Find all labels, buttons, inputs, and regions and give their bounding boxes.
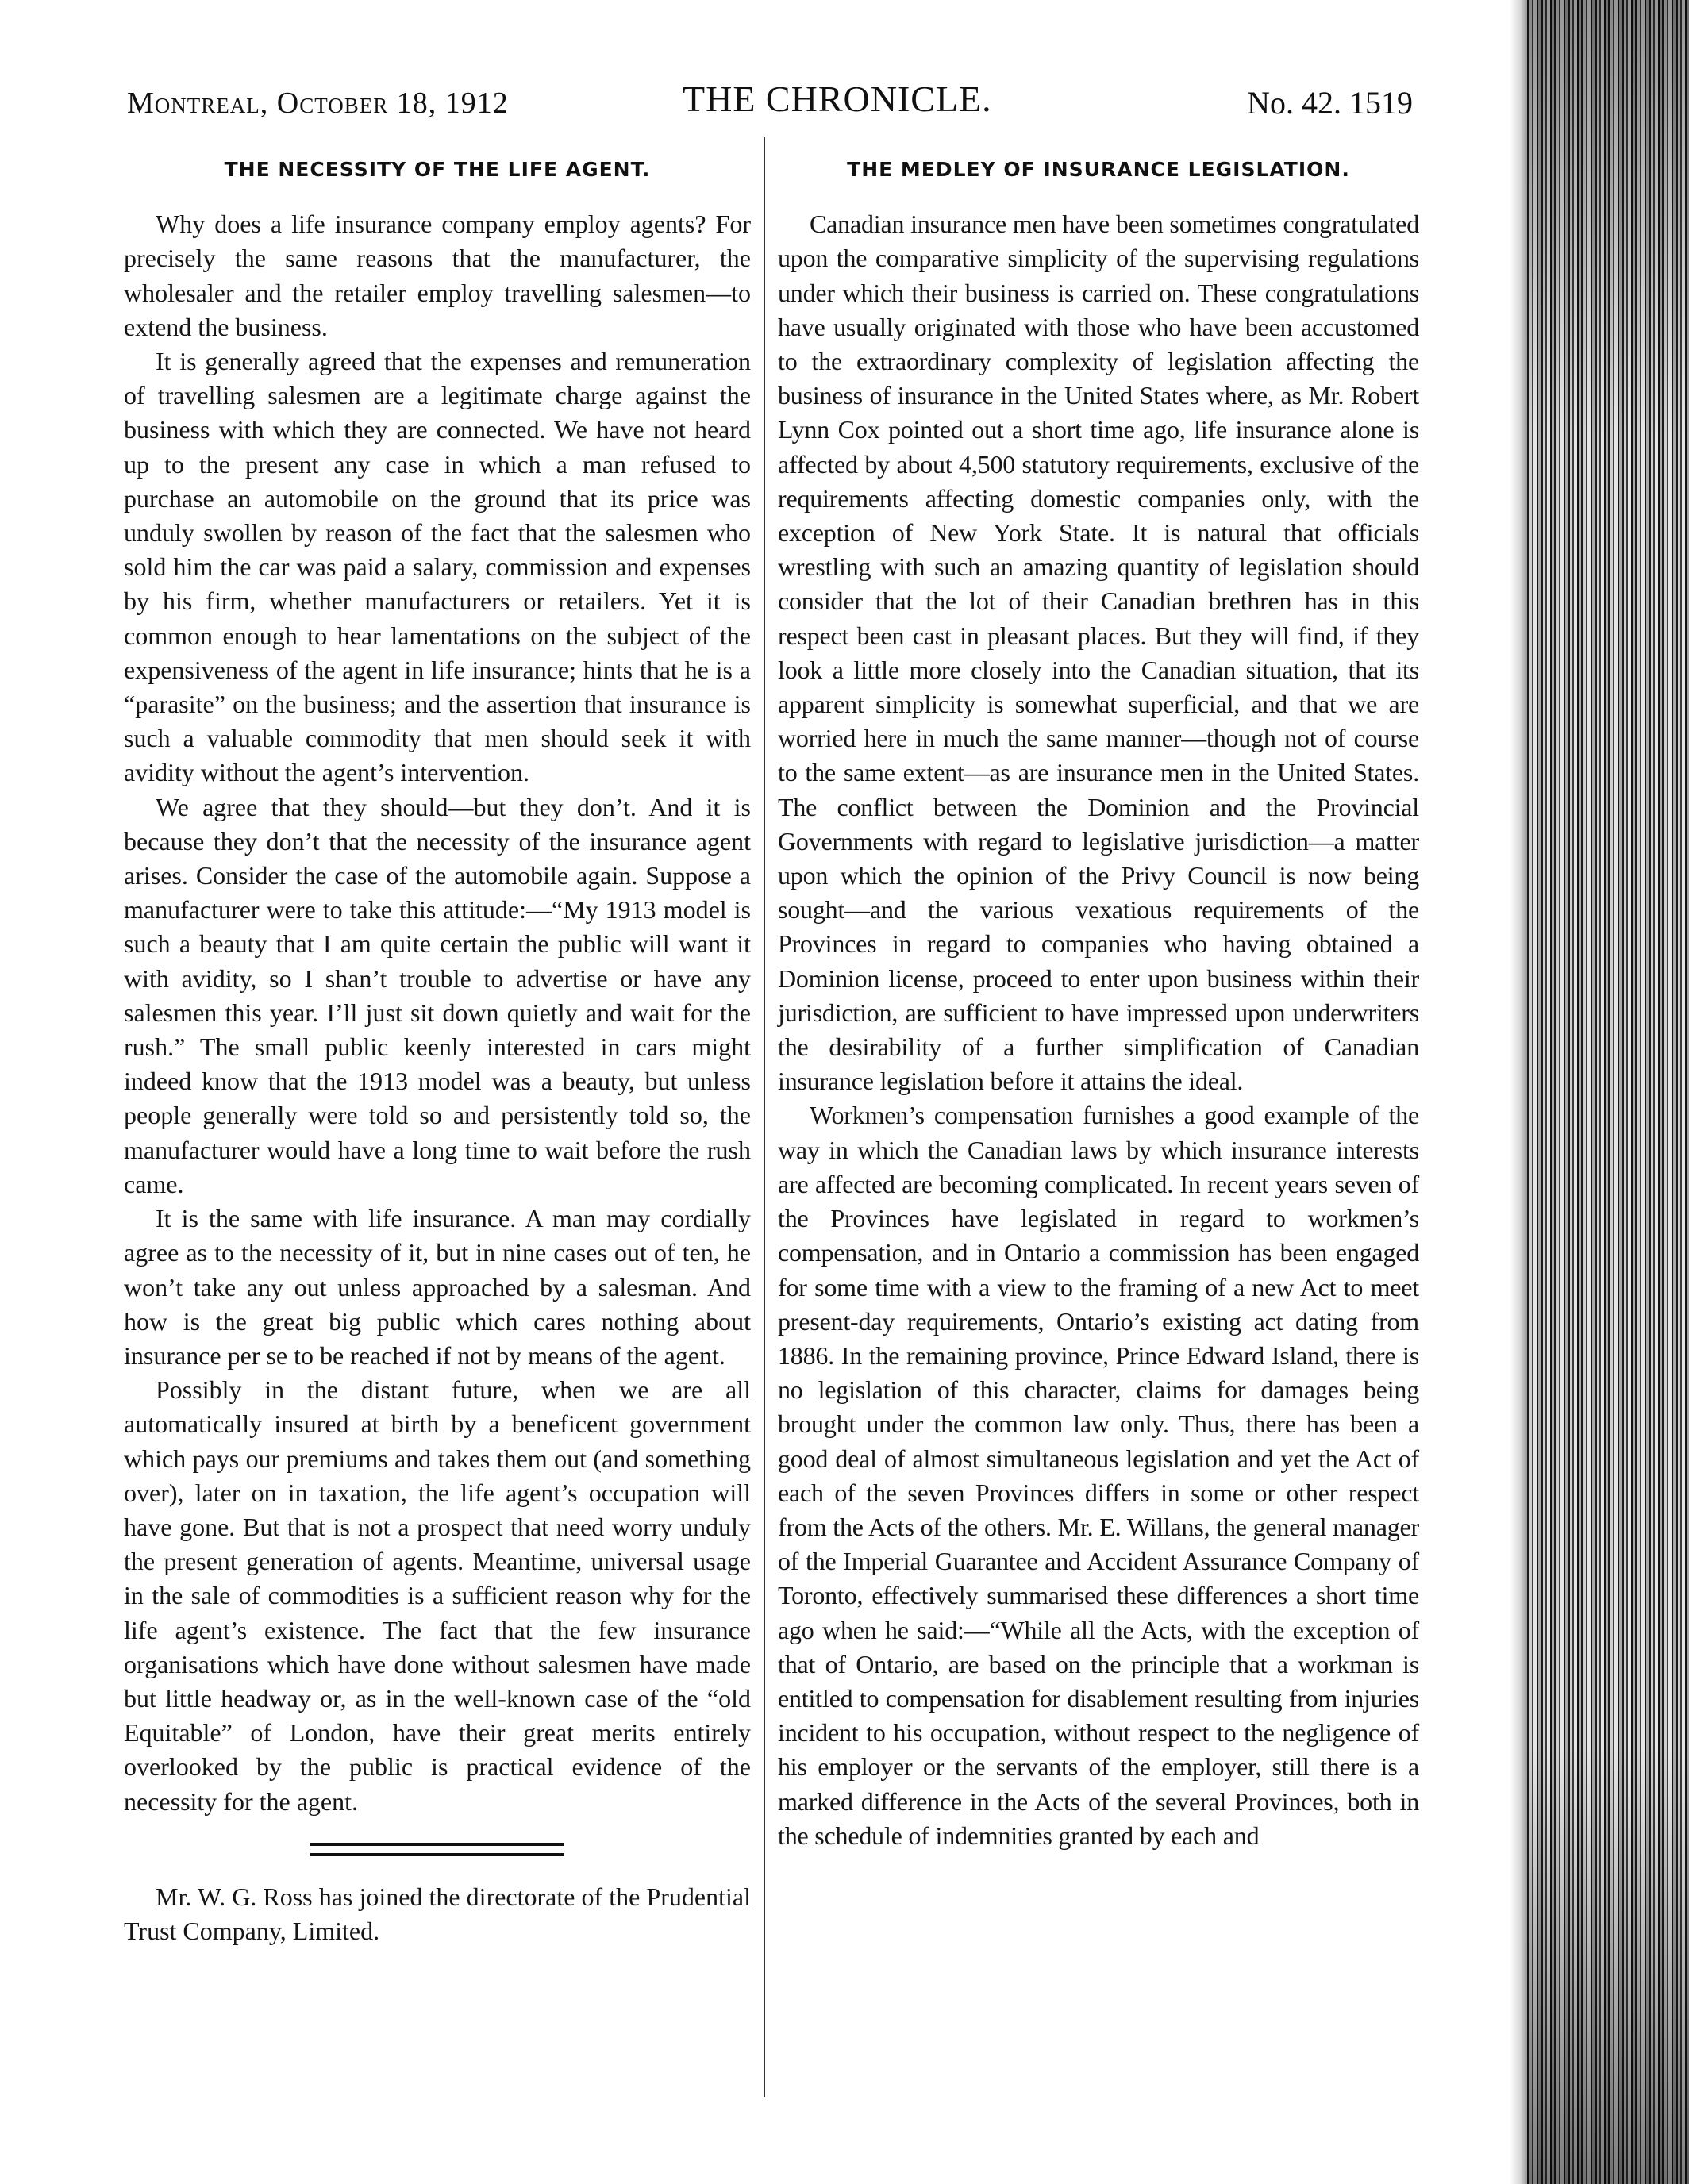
dateline: Montreal, October 18, 1912	[127, 87, 509, 120]
running-head	[127, 78, 1413, 125]
section-rule	[310, 1843, 564, 1856]
article-heading-life-agent: THE NECESSITY OF THE LIFE AGENT.	[224, 158, 651, 181]
article-paragraph: It is generally agreed that the expenses and remuneration of travelling salesmen are a legitimate charge against the business with which they are connected. We have not heard up to the present any case in which a man refused to purchase an automobile on the ground that its price was unduly swollen by reason of the fact that the salesmen who sold him the car was paid a salary, commission and expenses by his firm, whether manufacturers or retailers. Yet it is common enough to hear lamentations on the subject of the expensiveness of the agent in life insurance; hints that he is a “parasite” on the business; and the assertion that insurance is such a valuable commodity that men should seek it with avidity without the agent’s intervention.	[124, 347, 751, 787]
page-edge-shadow	[1510, 0, 1527, 2184]
issue-page-number: No. 42. 1519	[1247, 85, 1413, 121]
article-heading-legislation: THE MEDLEY OF INSURANCE LEGISLATION.	[847, 158, 1350, 181]
news-note: Mr. W. G. Ross has joined the directorate of the Prudential Trust Company, Limited.	[124, 1882, 751, 1945]
article-paragraph: Why does a life insurance company employ agents? For precisely the same reasons that the manufacturer, the wholesaler and the retailer employ travelling salesmen—to extend the business.	[124, 210, 751, 341]
page-stack-edge	[1527, 0, 1689, 2184]
column-divider	[764, 136, 765, 2097]
left-column	[124, 141, 751, 1948]
article-paragraph: It is the same with life insurance. A man may cordially agree as to the necessity of it, but in nine cases out of ten, he won’t take any out unless approached by a salesman. And how is the great big public which cares nothing about insurance per se to be reached if not by means of the agent.	[124, 1204, 751, 1370]
article-paragraph: Canadian insurance men have been sometimes congratulated upon the comparative simplicity of the supervising regulations under which their business is carried on. These congratulations have usually originated with those who have been accustomed to the extraordinary complexity of legislation affecting the business of insurance in the United States where, as Mr. Robert Lynn Cox pointed out a short time ago, life insurance alone is affected by about 4,500 statutory requirements, exclusive of the requirements affecting domestic companies only, with the exception of New York State. It is natural that officials wrestling with such an amazing quantity of legislation should consider that the lot of their Canadian brethren has in this respect been cast in pleasant places. But they will find, if they look a little more closely into the Canadian situation, that its apparent simplicity is somewhat superficial, and that we are worried here in much the same manner—though not of course to the same extent—as are insurance men in the United States. The conflict between the Dominion and the Provincial Governments with regard to legislative jurisdiction—a matter upon which the opinion of the Privy Council is now being sought—and the various vexatious requirements of the Provinces in regard to companies who having obtained a Dominion license, proceed to enter upon business within their jurisdiction, are sufficient to have impressed upon underwriters the desirability of a further simplification of Canadian insurance legislation before it attains the ideal.	[778, 210, 1419, 1096]
right-column	[778, 141, 1419, 1853]
publication-title: THE CHRONICLE.	[683, 79, 992, 119]
article-paragraph: We agree that they should—but they don’t. And it is because they don’t that the necessity of the insurance agent arises. Consider the case of the automobile again. Suppose a manufacturer were to take this attitude:—“My 1913 model is such a beauty that I am quite certain the public will want it with avidity, so I shan’t trouble to advertise or have any salesmen this year. I’ll just sit down quietly and wait for the rush.” The small public keenly interested in cars might indeed know that the 1913 model was a beauty, but unless people generally were told so and persistently told so, the manufacturer would have a long time to wait before the rush came.	[124, 792, 751, 1198]
article-paragraph: Possibly in the distant future, when we are all automatically insured at birth by a beneficent government which pays our premiums and takes them out (and something over), later on in taxation, the life agent’s occupation will have gone. But that is not a prospect that need worry unduly the present generation of agents. Meantime, universal usage in the sale of commodities is a sufficient reason why for the life agent’s existence. The fact that the few insurance organisations which have done without salesmen have made but little headway or, as in the well-known case of the “old Equitable” of London, have their great merits entirely overlooked by the public is practical evidence of the necessity for the agent.	[124, 1375, 751, 1816]
article-paragraph: Workmen’s compensation furnishes a good example of the way in which the Canadian laws by which insurance interests are affected are becoming complicated. In recent years seven of the Provinces have legislated in regard to workmen’s compensation, and in Ontario a commission has been engaged for some time with a view to the framing of a new Act to meet present-day requirements, Ontario’s existing act dating from 1886. In the remaining province, Prince Edward Island, there is no legislation of this character, claims for damages being brought under the common law only. Thus, there has been a good deal of almost simultaneous legislation and yet the Act of each of the seven Provinces differs in some or other respect from the Acts of the others. Mr. E. Willans, the general manager of the Imperial Guarantee and Accident Assurance Company of Toronto, effectively summarised these differences a short time ago when he said:—“While all the Acts, with the exception of that of Ontario, are based on the principle that a workman is entitled to compensation for disablement resulting from injuries incident to his occupation, without respect to the negligence of his employer or the servants of the employer, still there is a marked difference in the Acts of the several Provinces, both in the schedule of indemnities granted by each and	[778, 1101, 1419, 1850]
